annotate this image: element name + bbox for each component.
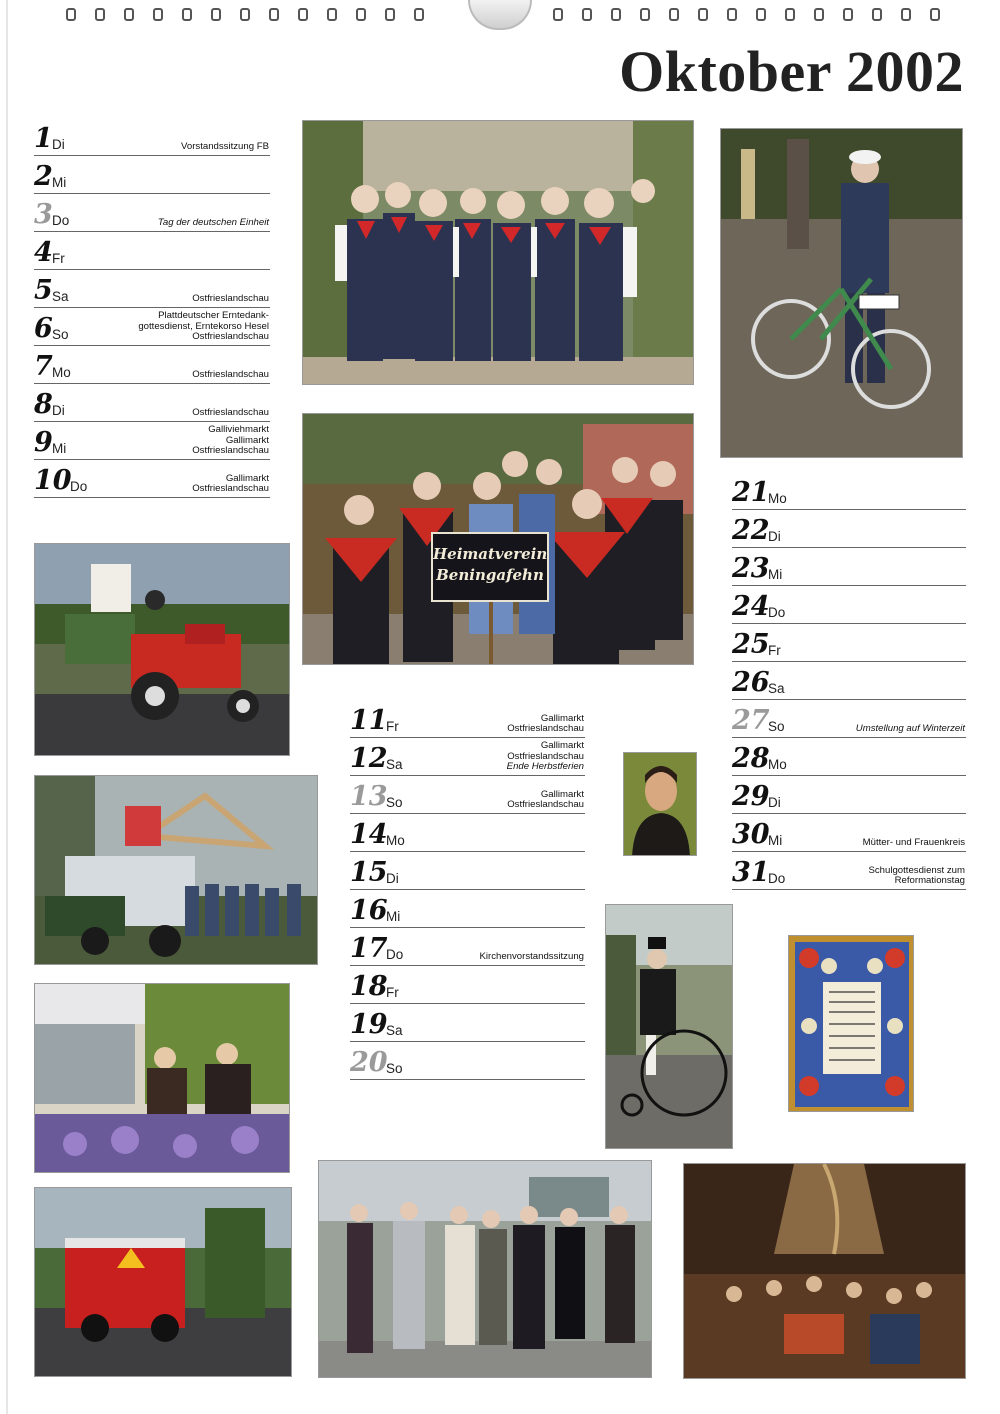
photo-women-costume-group	[302, 120, 694, 385]
binding-ring	[930, 8, 940, 21]
weekday-label: Fr	[386, 985, 399, 1000]
weekday-label: Di	[52, 137, 65, 152]
sign-line-1: Heimatverein	[433, 545, 548, 563]
page-title: Oktober 2002	[619, 39, 964, 104]
day-row	[732, 548, 966, 586]
weekday-label: So	[768, 719, 785, 734]
binding-ring	[124, 8, 134, 21]
event-list	[507, 714, 584, 735]
day-number: 11	[350, 705, 388, 736]
weekday-label: Di	[768, 529, 781, 544]
binding-ring	[269, 8, 279, 21]
binding-ring	[872, 8, 882, 21]
day-row	[732, 586, 966, 624]
event-list	[863, 838, 965, 849]
binding-ring	[553, 8, 563, 21]
binding-ring	[727, 8, 737, 21]
event-list	[192, 370, 269, 381]
event-text: Gallimarkt	[540, 712, 584, 724]
weekday-label: Mi	[386, 909, 401, 924]
day-number: 3	[34, 199, 53, 230]
day-number: 14	[350, 819, 388, 850]
event-list	[192, 425, 269, 457]
event-text: Gallimarkt	[225, 434, 269, 446]
photo-penny-farthing	[605, 904, 733, 1149]
photo-church-interior-painting	[683, 1163, 966, 1379]
sign-heimatverein	[431, 532, 549, 602]
photo-float-readers	[34, 983, 290, 1173]
weekday-label: Mo	[52, 365, 71, 380]
day-row	[350, 890, 585, 928]
day-row	[34, 384, 270, 422]
weekday-label: So	[386, 795, 403, 810]
day-number: 19	[350, 1009, 388, 1040]
weekday-label: Mo	[768, 757, 787, 772]
binding-ring	[385, 8, 395, 21]
binding-ring	[66, 8, 76, 21]
day-row	[34, 232, 270, 270]
day-row	[732, 662, 966, 700]
weekday-label: Di	[52, 403, 65, 418]
event-text: Schulgottesdienst zum	[868, 864, 965, 876]
event-list	[158, 218, 269, 229]
day-row	[34, 194, 270, 232]
day-number: 17	[350, 933, 388, 964]
event-text: Gallimarkt	[225, 472, 269, 484]
binding-ring	[153, 8, 163, 21]
event-text: Ostfrieslandschau	[192, 445, 269, 457]
weekday-label: Sa	[386, 1023, 403, 1038]
event-list	[479, 952, 584, 963]
day-number: 5	[34, 275, 53, 306]
weekday-label: Do	[386, 947, 404, 962]
day-row	[34, 346, 270, 384]
weekday-label: Mi	[768, 567, 783, 582]
event-list	[507, 741, 584, 773]
day-number: 13	[350, 781, 388, 812]
event-text: Gallimarkt	[540, 740, 584, 752]
sign-pole	[489, 602, 493, 665]
binding-ring	[669, 8, 679, 21]
day-number: 31	[732, 857, 770, 888]
weekday-label: Do	[768, 871, 786, 886]
event-text: Tag der deutschen Einheit	[157, 217, 269, 229]
binding-ring	[182, 8, 192, 21]
day-row	[34, 118, 270, 156]
weekday-label: Di	[768, 795, 781, 810]
binding-ring	[356, 8, 366, 21]
day-number: 15	[350, 857, 388, 888]
day-number: 8	[34, 389, 53, 420]
binding-ring	[901, 8, 911, 21]
event-list	[192, 408, 269, 419]
day-row	[350, 776, 585, 814]
day-number: 21	[732, 477, 770, 508]
weekday-label: Fr	[52, 251, 65, 266]
event-text: Ostfrieslandschau	[192, 331, 269, 343]
day-row	[34, 156, 270, 194]
day-row	[350, 852, 585, 890]
day-number: 10	[34, 465, 72, 496]
day-number: 1	[34, 123, 53, 154]
event-text: Ostfrieslandschau	[192, 407, 269, 419]
day-number: 24	[732, 591, 770, 622]
event-text: Mütter- und Frauenkreis	[862, 837, 965, 849]
event-list	[192, 294, 269, 305]
event-text: Vorstandssitzung FB	[181, 141, 269, 153]
day-row	[350, 738, 585, 776]
binding-ring	[240, 8, 250, 21]
page-edge	[6, 0, 8, 1414]
weekday-label: Di	[386, 871, 399, 886]
day-number: 9	[34, 427, 53, 458]
event-text: Reformationstag	[894, 875, 965, 887]
binding-ring	[756, 8, 766, 21]
event-text: Ostfrieslandschau	[192, 369, 269, 381]
weekday-label: Mo	[386, 833, 405, 848]
weekday-label: Sa	[386, 757, 403, 772]
event-text: Kirchenvorstandssitzung	[479, 951, 584, 963]
binding-ring	[611, 8, 621, 21]
photo-illuminated-title-page	[788, 935, 914, 1112]
photo-heimatverein-beningafehn	[302, 413, 694, 665]
weekday-label: Mi	[52, 175, 67, 190]
weekday-label: Mo	[768, 491, 787, 506]
weekday-label: Mi	[52, 441, 67, 456]
event-text: Ostfrieslandschau	[507, 750, 584, 762]
binding-ring	[95, 8, 105, 21]
photo-red-fire-truck	[34, 1187, 292, 1377]
day-number: 23	[732, 553, 770, 584]
event-text: Gallimarkt	[540, 788, 584, 800]
photo-historic-costume-parade	[318, 1160, 652, 1378]
binding-ring	[843, 8, 853, 21]
event-list	[181, 142, 269, 153]
weekday-label: Do	[52, 213, 70, 228]
weekday-label: So	[52, 327, 69, 342]
weekday-label: Sa	[52, 289, 69, 304]
day-row	[732, 510, 966, 548]
photo-police-bicycle	[720, 128, 963, 458]
day-number: 27	[732, 705, 770, 736]
binding-ring	[582, 8, 592, 21]
day-number: 12	[350, 743, 388, 774]
day-row	[34, 270, 270, 308]
binding-ring	[640, 8, 650, 21]
day-number: 25	[732, 629, 770, 660]
day-number: 28	[732, 743, 770, 774]
day-row	[732, 624, 966, 662]
weekday-label: Sa	[768, 681, 785, 696]
binding-ring	[414, 8, 424, 21]
day-number: 6	[34, 313, 53, 344]
day-row	[350, 1042, 585, 1080]
event-text: Ostfrieslandschau	[507, 799, 584, 811]
photo-harvest-wagon	[34, 775, 318, 965]
day-row	[732, 738, 966, 776]
day-row	[34, 308, 270, 346]
binding-ring	[814, 8, 824, 21]
day-number: 20	[350, 1047, 388, 1078]
binding-ring	[211, 8, 221, 21]
event-text: Galliviehmarkt	[208, 424, 269, 436]
event-list	[868, 866, 965, 887]
day-row	[350, 814, 585, 852]
day-number: 16	[350, 895, 388, 926]
day-number: 18	[350, 971, 388, 1002]
event-list	[856, 724, 965, 735]
day-number: 4	[34, 237, 53, 268]
day-row	[732, 852, 966, 890]
photo-red-tractor	[34, 543, 290, 756]
binding-ring	[327, 8, 337, 21]
day-row	[732, 472, 966, 510]
weekday-label: Do	[768, 605, 786, 620]
event-list	[192, 474, 269, 495]
day-row	[350, 1004, 585, 1042]
photo-luther-portrait	[623, 752, 697, 856]
day-row	[350, 966, 585, 1004]
day-number: 2	[34, 161, 53, 192]
binding-ring	[298, 8, 308, 21]
day-row	[732, 776, 966, 814]
day-row	[34, 460, 270, 498]
sign-line-2: Beningafehn	[436, 566, 544, 584]
event-text: Ostfrieslandschau	[192, 293, 269, 305]
event-text: Ende Herbstferien	[506, 761, 584, 773]
binding-ring	[698, 8, 708, 21]
event-list	[507, 790, 584, 811]
day-number: 22	[732, 515, 770, 546]
event-text: Ostfrieslandschau	[507, 723, 584, 735]
weekday-label: Fr	[768, 643, 781, 658]
day-row	[732, 814, 966, 852]
day-row	[350, 700, 585, 738]
event-list	[138, 311, 269, 343]
day-number: 29	[732, 781, 770, 812]
day-row	[34, 422, 270, 460]
weekday-label: So	[386, 1061, 403, 1076]
day-row	[350, 928, 585, 966]
day-number: 30	[732, 819, 770, 850]
weekday-label: Do	[70, 479, 88, 494]
event-text: Umstellung auf Winterzeit	[855, 723, 965, 735]
weekday-label: Mi	[768, 833, 783, 848]
day-number: 7	[34, 351, 53, 382]
event-text: gottesdienst, Erntekorso Hesel	[138, 320, 269, 332]
weekday-label: Fr	[386, 719, 399, 734]
day-row	[732, 700, 966, 738]
binding-ring	[785, 8, 795, 21]
day-number: 26	[732, 667, 770, 698]
event-text: Ostfrieslandschau	[192, 483, 269, 495]
event-text: Plattdeutscher Erntedank-	[158, 310, 269, 322]
